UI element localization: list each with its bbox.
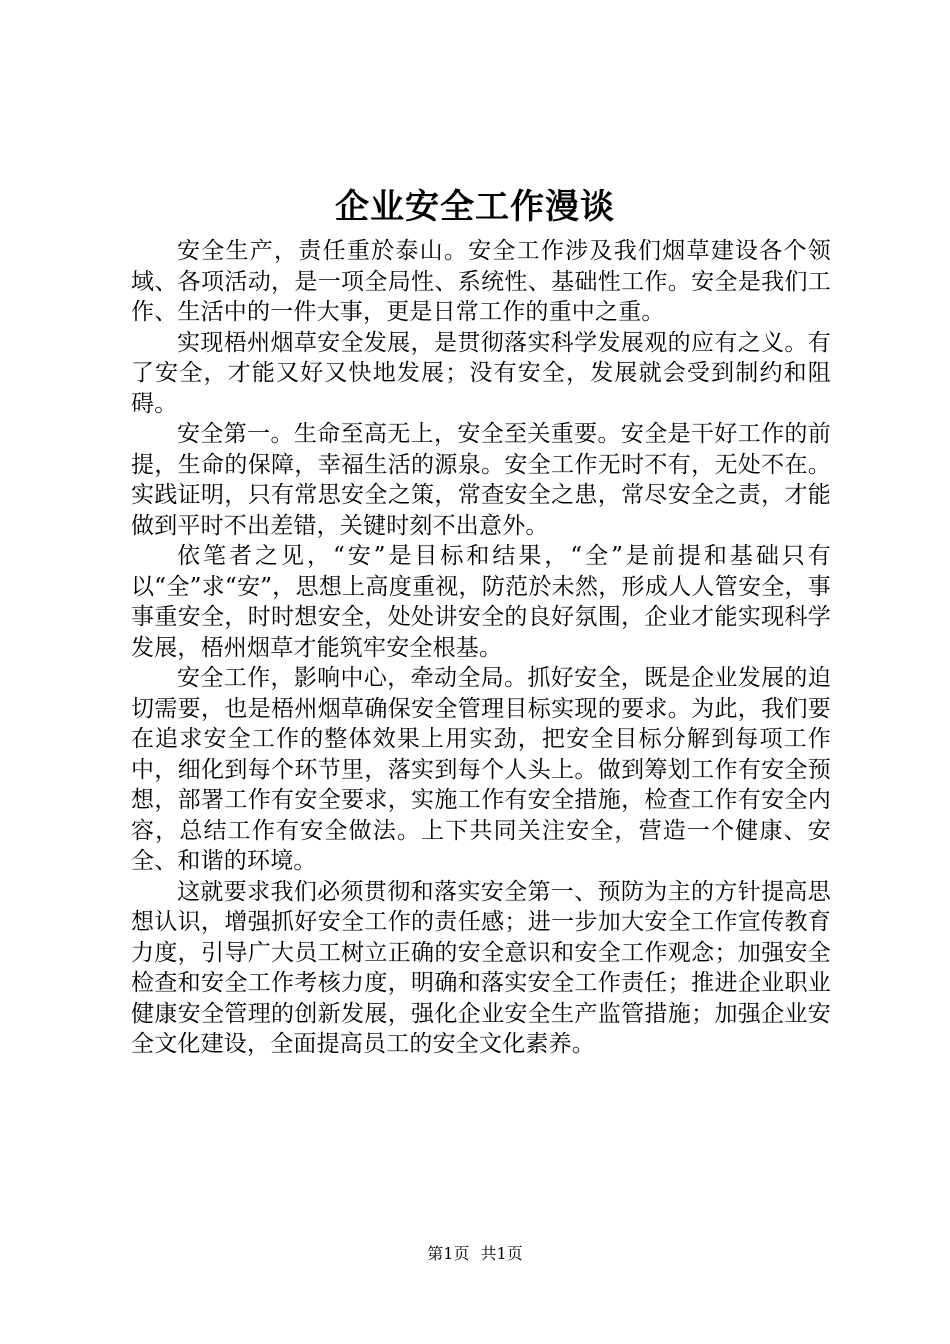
document-title: 企业安全工作漫谈 <box>335 187 615 227</box>
page-total: 共1页 <box>480 1244 523 1263</box>
document-body <box>131 236 831 1060</box>
paragraph: 安全生产，责任重於泰山。安全工作涉及我们烟草建设各个领域、各项活动，是一项全局性、系统性、基础性工作。安全是我们工作、生活中的一件大事，更是日常工作的重中之重。 <box>131 238 831 325</box>
page-number: 第1页 <box>427 1244 470 1263</box>
paragraph: 安全工作，影响中心，牵动全局。抓好安全，既是企业发展的迫切需要，也是梧州烟草确保安全管理目标实现的要求。为此，我们要在追求安全工作的整体效果上用实劲，把安全目标分解到每项工作中，细化到每个环节里，落实到每个人头上。做到筹划工作有安全预想，部署工作有安全要求，实施工作有安全措施，检查工作有安全内容，总结工作有安全做法。上下共同关注安全，营造一个健康、安全、和谐的环境。 <box>131 665 831 874</box>
paragraph: 安全第一。生命至高无上，安全至关重要。安全是干好工作的前提，生命的保障，幸福生活的源泉。安全工作无时不有，无处不在。实践证明，只有常思安全之策，常查安全之患，常尽安全之责，才能做到平时不出差错，关键时刻不出意外。 <box>131 421 831 539</box>
paragraph: 实现梧州烟草安全发展，是贯彻落实科学发展观的应有之义。有了安全，才能又好又快地发展；没有安全，发展就会受到制约和阻碍。 <box>131 329 831 417</box>
paragraph: 这就要求我们必须贯彻和落实安全第一、预防为主的方针提高思想认识，增强抓好安全工作的责任感；进一步加大安全工作宣传教育力度，引导广大员工树立正确的安全意识和安全工作观念；加强安全检查和安全工作考核力度，明确和落实安全工作责任；推进企业职业健康安全管理的创新发展，强化企业安全生产监管措施；加强企业安全文化建设，全面提高员工的安全文化素养。 <box>131 878 831 1057</box>
page-footer <box>0 1243 950 1265</box>
paragraph: 依笔者之见，“安”是目标和结果，“全”是前提和基础只有以“全”求“安”，思想上高度重视，防范於未然，形成人人管安全，事事重安全，时时想安全，处处讲安全的良好氛围，企业才能实现科学发展，梧州烟草才能筑牢安全根基。 <box>131 543 831 661</box>
